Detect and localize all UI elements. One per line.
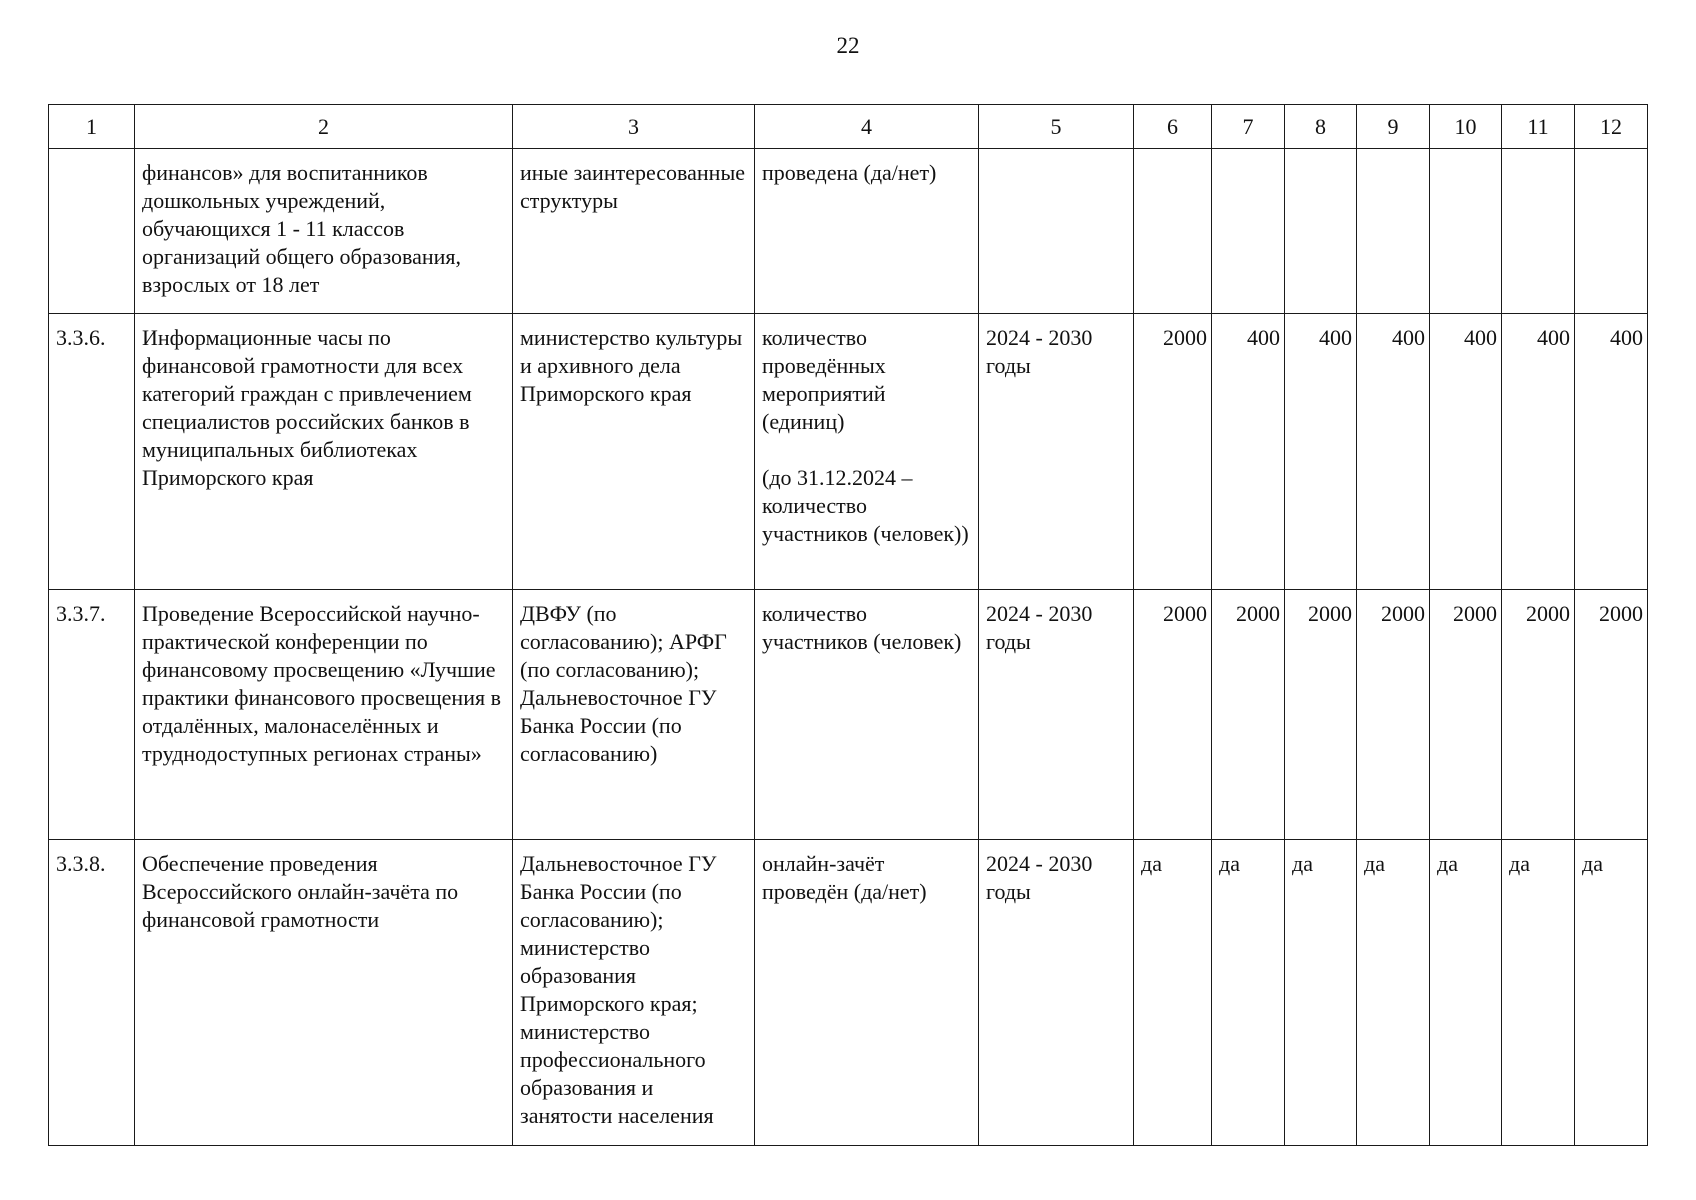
plan-table [48, 104, 1648, 1146]
value-cell [1502, 149, 1575, 314]
indicator-spacer [762, 436, 971, 464]
table-header-row [49, 105, 1648, 149]
activity-cell: Обеспечение проведения Всероссийского онлайн-зачёта по финансовой грамотности [135, 840, 513, 1146]
value-cell: да [1212, 840, 1285, 1146]
table-row [49, 590, 1648, 840]
column-header: 11 [1502, 105, 1575, 149]
value-cell: 400 [1575, 314, 1648, 590]
value-cell: 400 [1502, 314, 1575, 590]
value-cell: 2000 [1285, 590, 1357, 840]
value-cell: 400 [1212, 314, 1285, 590]
period-cell: 2024 - 2030 годы [979, 840, 1134, 1146]
responsible-cell: министерство культуры и архивного дела Приморского края [513, 314, 755, 590]
indicator-note: (до 31.12.2024 – количество участников (человек)) [762, 465, 969, 546]
column-header: 7 [1212, 105, 1285, 149]
activity-cell: Проведение Всероссийской научно-практической конференции по финансовому просвещению «Лучшие практики финансового просвещения в отдалённых, малонаселённых и труднодоступных регионах страны» [135, 590, 513, 840]
period-cell: 2024 - 2030 годы [979, 314, 1134, 590]
indicator-cell: количество участников (человек) [755, 590, 979, 840]
indicator-text: количество проведённых мероприятий (единиц) [762, 325, 886, 434]
responsible-cell: иные заинтересованные структуры [513, 149, 755, 314]
column-header: 4 [755, 105, 979, 149]
value-cell: 2000 [1357, 590, 1430, 840]
responsible-cell: Дальневосточное ГУ Банка России (по согласованию); министерство образования Приморского края; министерство профессионального образования и занятости населения [513, 840, 755, 1146]
column-header: 2 [135, 105, 513, 149]
column-header: 12 [1575, 105, 1648, 149]
activity-cell: Информационные часы по финансовой грамотности для всех категорий граждан с привлечением специалистов российских банков в муниципальных библиотеках Приморского края [135, 314, 513, 590]
value-cell [1430, 149, 1502, 314]
value-cell: да [1430, 840, 1502, 1146]
column-header: 6 [1134, 105, 1212, 149]
table-row [49, 149, 1648, 314]
table-row [49, 314, 1648, 590]
value-cell: да [1134, 840, 1212, 1146]
value-cell [1285, 149, 1357, 314]
value-cell: 400 [1285, 314, 1357, 590]
value-cell: да [1575, 840, 1648, 1146]
value-cell [1575, 149, 1648, 314]
value-cell: 2000 [1430, 590, 1502, 840]
column-header: 5 [979, 105, 1134, 149]
column-header: 10 [1430, 105, 1502, 149]
value-cell: да [1357, 840, 1430, 1146]
value-cell: 2000 [1502, 590, 1575, 840]
table-row [49, 840, 1648, 1146]
value-cell: 2000 [1575, 590, 1648, 840]
responsible-cell: ДВФУ (по согласованию); АРФГ (по согласованию); Дальневосточное ГУ Банка России (по согласованию) [513, 590, 755, 840]
indicator-cell: проведена (да/нет) [755, 149, 979, 314]
value-cell: 2000 [1212, 590, 1285, 840]
row-id-cell [49, 149, 135, 314]
value-cell: да [1502, 840, 1575, 1146]
column-header: 8 [1285, 105, 1357, 149]
indicator-cell: онлайн-зачёт проведён (да/нет) [755, 840, 979, 1146]
row-id-cell: 3.3.6. [49, 314, 135, 590]
value-cell [1134, 149, 1212, 314]
column-header: 3 [513, 105, 755, 149]
row-id-cell: 3.3.7. [49, 590, 135, 840]
period-cell [979, 149, 1134, 314]
indicator-cell [755, 314, 979, 590]
value-cell [1212, 149, 1285, 314]
activity-cell: финансов» для воспитанников дошкольных учреждений, обучающихся 1 - 11 классов организаций общего образования, взрослых от 18 лет [135, 149, 513, 314]
value-cell: 400 [1430, 314, 1502, 590]
value-cell: 2000 [1134, 590, 1212, 840]
row-id-cell: 3.3.8. [49, 840, 135, 1146]
value-cell: 400 [1357, 314, 1430, 590]
value-cell: 2000 [1134, 314, 1212, 590]
value-cell [1357, 149, 1430, 314]
column-header: 1 [49, 105, 135, 149]
column-header: 9 [1357, 105, 1430, 149]
page-number: 22 [836, 33, 860, 58]
period-cell: 2024 - 2030 годы [979, 590, 1134, 840]
value-cell: да [1285, 840, 1357, 1146]
